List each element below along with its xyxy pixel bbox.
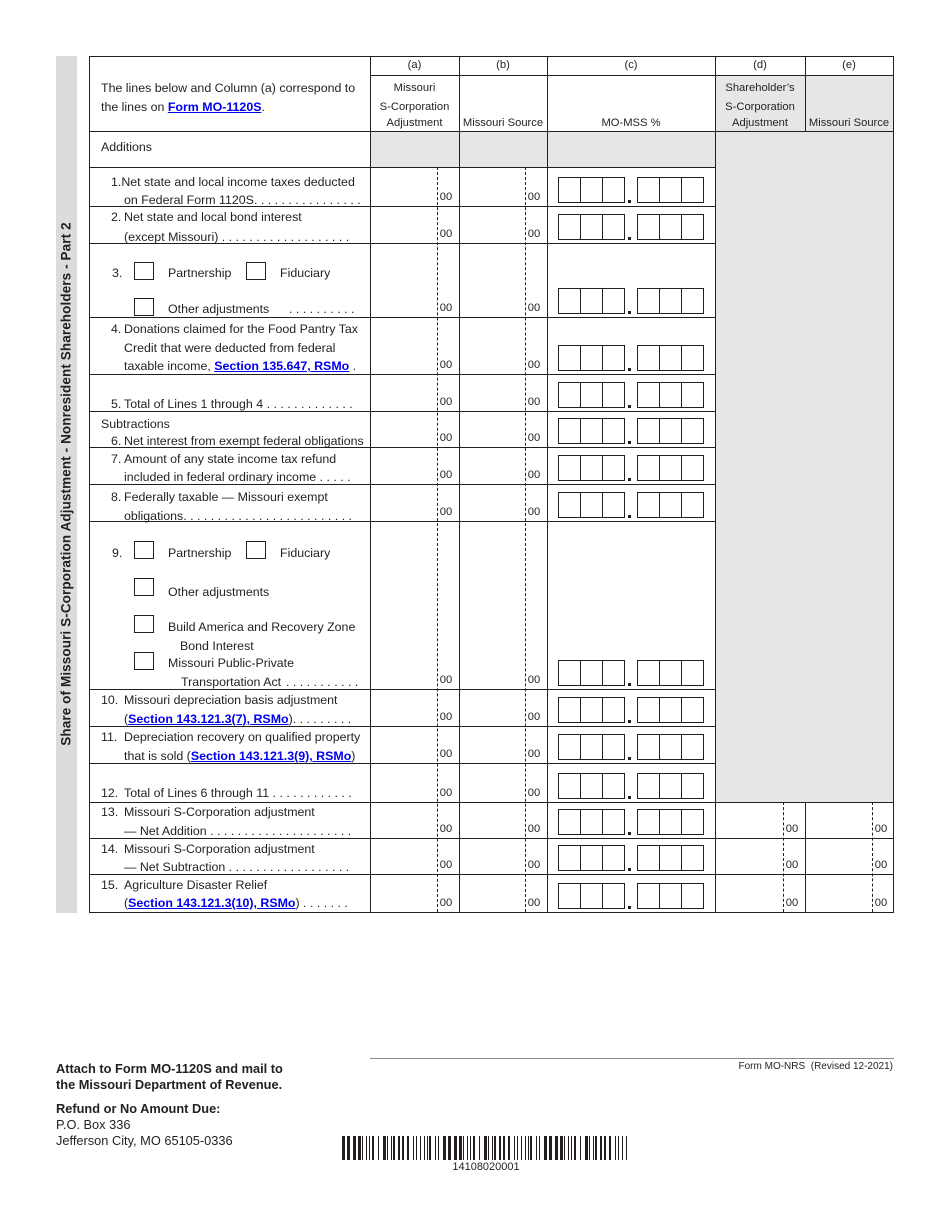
line-8-text: Federally taxable — Missouri exempt	[124, 490, 328, 504]
line-12-col-b-cents: 00	[527, 787, 541, 799]
footer-po-box: P.O. Box 336	[56, 1117, 131, 1132]
line-9-fiduciary-label: Fiduciary	[280, 546, 331, 560]
line-1-text-2: on Federal Form 1120S. . . . . . . . . . . . . . . .	[124, 193, 361, 207]
footer-attach-1: Attach to Form MO-1120S and mail to	[56, 1061, 283, 1076]
line-14-text: Missouri S-Corporation adjustment	[124, 842, 315, 856]
line-9-partnership-checkbox[interactable]	[134, 541, 154, 559]
line-4-mo-mss-percent[interactable]	[558, 345, 704, 371]
line-14-mo-mss-percent[interactable]	[558, 845, 704, 871]
line-9-col-a-cents: 00	[439, 674, 453, 686]
line-12-text: Total of Lines 6 through 11 . . . . . . . . . . . .	[124, 786, 352, 800]
line-8-mo-mss-percent[interactable]	[558, 492, 704, 518]
line-2-col-b-cents: 00	[527, 228, 541, 240]
col-c-label: MO-MSS %	[601, 117, 661, 129]
line-9-build-america-label: Build America and Recovery Zone	[168, 620, 356, 634]
col-a-label-1: Missouri	[393, 82, 436, 94]
line-5-text: Total of Lines 1 through 4 . . . . . . . . . . . . .	[124, 397, 353, 411]
line-5-col-b-cents: 00	[527, 396, 541, 408]
form-mo-1120s-link[interactable]: Form MO-1120S	[167, 100, 262, 114]
line-1-col-a-cents: 00	[439, 191, 453, 203]
line-8-num: 8.	[111, 490, 122, 504]
line-4-text-3: taxable income, Section 135.647, RSMo .	[124, 359, 357, 373]
line-12-num: 12.	[101, 786, 119, 800]
line-13-text-2: — Net Addition . . . . . . . . . . . . . . . . . . . . .	[124, 824, 352, 838]
line-7-text: Amount of any state income tax refund	[124, 452, 337, 466]
line-10-text-2: (Section 143.121.3(7), RSMo). . . . . . . . .	[124, 712, 352, 726]
line-9-mo-mss-percent[interactable]	[558, 660, 704, 686]
line-13-text: Missouri S-Corporation adjustment	[124, 805, 315, 819]
line-3-mo-mss-percent[interactable]	[558, 288, 704, 314]
line-11-col-a-cents: 00	[439, 748, 453, 760]
line-15-mo-mss-percent[interactable]	[558, 883, 704, 909]
line-5-mo-mss-percent[interactable]	[558, 382, 704, 408]
form-id: Form MO-NRS (Revised 12-2021)	[738, 1061, 893, 1072]
col-b-label: Missouri Source	[462, 117, 544, 129]
line-12-mo-mss-percent[interactable]	[558, 773, 704, 799]
de-column-shade	[716, 76, 894, 802]
line-15-text: Agriculture Disaster Relief	[124, 878, 268, 892]
line-14-col-b-cents: 00	[527, 859, 541, 871]
line-3-partnership-checkbox[interactable]	[134, 262, 154, 280]
line-9-dots: . . . . . . . . . . .	[286, 675, 359, 689]
section-143-121-3-9-link[interactable]: Section 143.121.3(9), RSMo	[190, 749, 352, 763]
footer-city: Jefferson City, MO 65105-0336	[56, 1133, 233, 1148]
line-13-col-a-cents: 00	[439, 823, 453, 835]
line-7-col-a-cents: 00	[439, 469, 453, 481]
col-d-label-3: Adjustment	[732, 117, 788, 129]
line-14-text-2: — Net Subtraction . . . . . . . . . . . . . . . . . .	[124, 860, 350, 874]
line-9-num: 9.	[112, 546, 123, 560]
line-14-col-a-cents: 00	[439, 859, 453, 871]
line-8-col-a-cents: 00	[439, 506, 453, 518]
footer-attach-2: the Missouri Department of Revenue.	[56, 1077, 283, 1092]
line-11-col-b-cents: 00	[527, 748, 541, 760]
line-9-public-private-label-2: Transportation Act	[181, 675, 282, 689]
col-c-letter: (c)	[624, 59, 638, 71]
line-13-col-e-cents: 00	[874, 823, 888, 835]
line-13-col-d-cents: 00	[785, 823, 799, 835]
line-4-col-b-cents: 00	[527, 359, 541, 371]
line-10-text: Missouri depreciation basis adjustment	[124, 693, 338, 707]
line-14-num: 14.	[101, 842, 119, 856]
section-135-647-link[interactable]: Section 135.647, RSMo	[214, 359, 350, 373]
section-143-121-3-10-link[interactable]: Section 143.121.3(10), RSMo	[128, 896, 296, 910]
line-3-other-checkbox[interactable]	[134, 298, 154, 316]
line-3-partnership-label: Partnership	[168, 266, 232, 280]
subtractions-heading: Subtractions	[101, 417, 170, 431]
line-15-num: 15.	[101, 878, 119, 892]
intro-line-2: the lines on Form MO-1120S.	[101, 100, 265, 114]
col-a-letter: (a)	[407, 59, 422, 71]
line-15-text-2: (Section 143.121.3(10), RSMo) . . . . . . .	[124, 896, 348, 910]
line-15-col-d-cents: 00	[785, 897, 799, 909]
col-a-label-3: Adjustment	[386, 117, 443, 129]
line-11-num: 11.	[101, 730, 118, 744]
line-6-col-a-cents: 00	[439, 432, 453, 444]
col-e-label: Missouri Source	[808, 117, 890, 129]
line-8-text-2: obligations. . . . . . . . . . . . . . . . . . . . . . . . .	[124, 509, 352, 523]
barcode	[342, 1136, 630, 1160]
line-5-col-a-cents: 00	[439, 396, 453, 408]
line-11-text-2: that is sold (Section 143.121.3(9), RSMo)	[124, 749, 356, 763]
line-13-num: 13.	[101, 805, 119, 819]
line-1-col-b-cents: 00	[527, 191, 541, 203]
line-3-dots: . . . . . . . . . .	[289, 302, 355, 316]
line-11-text: Depreciation recovery on qualified property	[124, 730, 361, 744]
line-6-col-b-cents: 00	[527, 432, 541, 444]
line-9-public-private-label: Missouri Public-Private	[168, 656, 295, 670]
line-9-partnership-label: Partnership	[168, 546, 232, 560]
line-3-other-label: Other adjustments	[168, 302, 270, 316]
line-7-mo-mss-percent[interactable]	[558, 455, 704, 481]
col-b-letter: (b)	[496, 59, 510, 71]
line-10-col-a-cents: 00	[439, 711, 453, 723]
line-7-text-2: included in federal ordinary income . . . . .	[124, 470, 351, 484]
line-14-col-d-cents: 00	[785, 859, 799, 871]
col-e-letter: (e)	[842, 59, 856, 71]
barcode-number: 14108020001	[452, 1161, 520, 1173]
line-3-col-b-cents: 00	[527, 302, 541, 314]
line-9-col-b-cents: 00	[527, 674, 541, 686]
section-143-121-3-7-link[interactable]: Section 143.121.3(7), RSMo	[128, 712, 289, 726]
line-10-num: 10.	[101, 693, 119, 707]
additions-heading: Additions	[101, 140, 152, 154]
line-10-col-b-cents: 00	[527, 711, 541, 723]
line-11-mo-mss-percent[interactable]	[558, 734, 704, 760]
line-9-other-label: Other adjustments	[168, 585, 270, 599]
line-2-mo-mss-percent[interactable]	[558, 214, 704, 240]
line-3-num: 3.	[112, 266, 123, 280]
line-9-build-america-checkbox[interactable]	[134, 615, 154, 633]
line-3-col-a-cents: 00	[439, 302, 453, 314]
line-1-mo-mss-percent[interactable]	[558, 177, 704, 203]
line-4-num: 4.	[111, 322, 122, 336]
line-8-col-b-cents: 00	[527, 506, 541, 518]
line-4-text: Donations claimed for the Food Pantry Tax	[124, 322, 358, 336]
footer-rule	[370, 1058, 894, 1059]
line-3-fiduciary-checkbox[interactable]	[246, 262, 266, 280]
line-6-num: 6.	[111, 434, 122, 448]
line-2-text-2: (except Missouri) . . . . . . . . . . . . . . . . . . .	[124, 230, 350, 244]
col-a-label-2: S-Corporation	[379, 101, 450, 113]
line-15-col-e-cents: 00	[874, 897, 888, 909]
intro-line-1: The lines below and Column (a) correspond to	[101, 81, 356, 95]
line-15-col-b-cents: 00	[527, 897, 541, 909]
line-10-mo-mss-percent[interactable]	[558, 697, 704, 723]
line-4-text-2: Credit that were deducted from federal	[124, 341, 336, 355]
line-9-fiduciary-checkbox[interactable]	[246, 541, 266, 559]
line-15-col-a-cents: 00	[439, 897, 453, 909]
additions-shade	[370, 131, 716, 167]
col-d-letter: (d)	[753, 59, 767, 71]
line-13-col-b-cents: 00	[527, 823, 541, 835]
line-12-col-a-cents: 00	[439, 787, 453, 799]
line-9-other-checkbox[interactable]	[134, 578, 154, 596]
line-2-text: Net state and local bond interest	[124, 210, 302, 224]
line-6-mo-mss-percent[interactable]	[558, 418, 704, 444]
col-d-label-2: S-Corporation	[725, 101, 795, 113]
footer-refund: Refund or No Amount Due:	[56, 1101, 221, 1116]
line-7-col-b-cents: 00	[527, 469, 541, 481]
line-6-text: Net interest from exempt federal obligations	[124, 434, 364, 448]
line-1-text: 1.Net state and local income taxes deducted	[111, 175, 355, 189]
line-9-public-private-checkbox[interactable]	[134, 652, 154, 670]
col-d-label-1: Shareholder’s	[725, 82, 795, 94]
line-14-col-e-cents: 00	[874, 859, 888, 871]
line-2-col-a-cents: 00	[439, 228, 453, 240]
line-3-fiduciary-label: Fiduciary	[280, 266, 331, 280]
line-5-num: 5.	[111, 397, 122, 411]
line-9-build-america-label-2: Bond Interest	[180, 639, 254, 653]
line-13-mo-mss-percent[interactable]	[558, 809, 704, 835]
line-4-col-a-cents: 00	[439, 359, 453, 371]
line-7-num: 7.	[111, 452, 122, 466]
line-2-num: 2.	[111, 210, 122, 224]
